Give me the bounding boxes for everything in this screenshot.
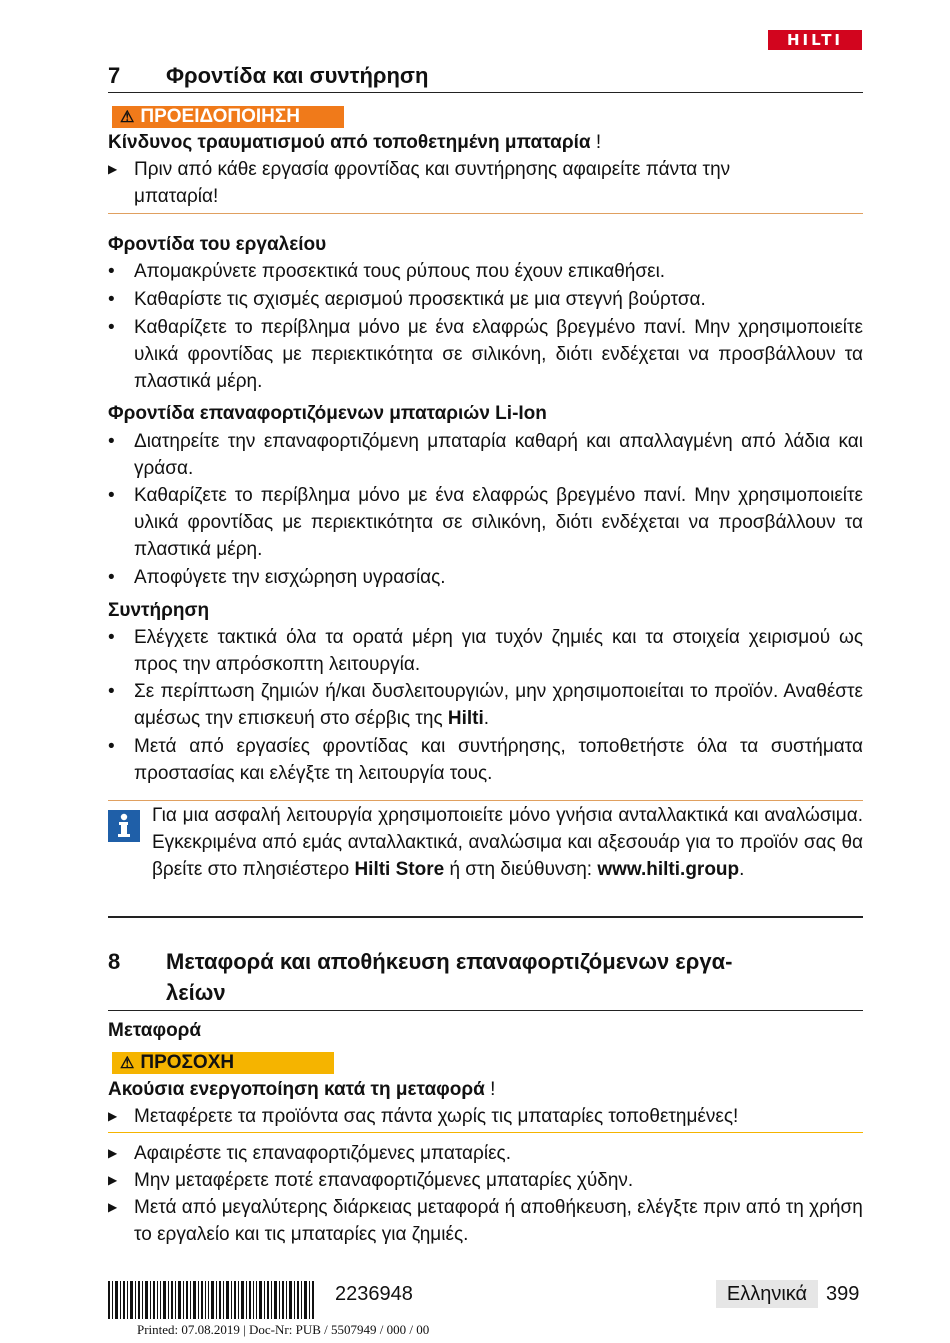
section-8-heading <box>108 946 863 1008</box>
warning-step-line1: Πριν από κάθε εργασία φροντίδας και συντήρησης αφαιρείτε πάντα την <box>134 159 731 180</box>
caution-headline <box>108 1076 863 1103</box>
bullet: • <box>108 681 115 702</box>
section-7-heading <box>108 60 863 91</box>
transport-heading: Μεταφορά <box>108 1020 202 1041</box>
bullet: • <box>108 485 115 506</box>
step-arrow-icon: ▶ <box>108 1146 118 1160</box>
section-title-line2: λείων <box>166 980 226 1005</box>
list-item-text: Καθαρίστε τις σχισμές αερισμού προσεκτικά με μια στεγνή βούρτσα. <box>134 289 706 310</box>
heading-rule <box>108 92 863 93</box>
step-arrow-icon: ▶ <box>108 1173 118 1187</box>
caution-headline-text: Ακούσια ενεργοποίηση κατά τη μεταφορά <box>108 1079 485 1100</box>
warning-triangle-icon: ⚠ <box>120 109 135 126</box>
info-icon <box>108 810 140 842</box>
list-item-text: Αποφύγετε την εισχώρηση υγρασίας. <box>134 567 446 588</box>
item-text-brand: Hilti <box>447 708 484 729</box>
bullet: • <box>108 289 115 310</box>
list-item-text: Ελέγχετε τακτικά όλα τα ορατά μέρη για τυχόν ζημιές και τα στοιχεία χειρισμού ως προς την απρόσκοπτη λειτουργία. <box>134 627 863 675</box>
page-number: 399 <box>826 1283 860 1305</box>
note-top-rule <box>108 800 863 801</box>
list-item-text: Αφαιρέστε τις επαναφορτιζόμενες μπαταρίες. <box>134 1143 511 1164</box>
list-item-text: Μετά από μεγαλύτερης διάρκειας μεταφορά ή αποθήκευση, ελέγξτε πριν από τη χρήση το εργαλείο και τις μπαταρίες για ζημιές. <box>134 1197 863 1245</box>
language-label: Ελληνικά <box>716 1280 818 1308</box>
caution-label <box>112 1052 334 1074</box>
caution-end-rule <box>108 1132 863 1133</box>
heading-rule <box>108 1010 863 1011</box>
step-arrow-icon: ▶ <box>108 162 118 176</box>
list-item-text: Μετά από εργασίες φροντίδας και συντήρησης, τοποθετήστε όλα τα συστήματα προστασίας και ελέγξτε τη λειτουργία τους. <box>134 736 863 784</box>
warning-triangle-icon: ⚠ <box>120 1055 135 1072</box>
list-item-text: Διατηρείτε την επαναφορτιζόμενη μπαταρία καθαρή και απαλλαγμένη από λάδια και γράσα. <box>134 431 863 479</box>
caution-step-text: Μεταφέρετε τα προϊόντα σας πάντα χωρίς τις μπαταρίες τοποθετημένες! <box>134 1106 739 1127</box>
warning-label-text: ΠΡΟΕΙΔΟΠΟΙΗΣΗ <box>140 106 301 127</box>
section-number: 7 <box>108 63 121 88</box>
bullet: • <box>108 317 115 338</box>
note-bottom-rule <box>108 916 863 918</box>
section-title <box>166 946 732 1008</box>
print-info: Printed: 07.08.2019 | Doc-Nr: PUB / 5507949 / 000 / 00 <box>137 1322 430 1337</box>
section-title-line1: Μεταφορά και αποθήκευση επαναφορτιζόμενων εργα- <box>166 949 733 974</box>
note-text-mid: ή στη διεύθυνση: <box>444 859 598 880</box>
list-item-text: Απομακρύνετε προσεκτικά τους ρύπους που έχουν επικαθήσει. <box>134 261 666 282</box>
step-arrow-icon: ▶ <box>108 1200 118 1214</box>
caution-label-text: ΠΡΟΣΟΧΗ <box>140 1052 235 1073</box>
item-text-pre: Σε περίπτωση ζημιών ή/και δυσλειτουργιών, μην χρησιμοποιείται το προϊόν. Αναθέστε αμέσως την επισκευή στο σέρβις της <box>134 681 863 729</box>
section-number: 8 <box>108 949 121 974</box>
warning-label <box>112 106 344 128</box>
item-text-post: . <box>483 708 490 729</box>
warning-end-rule <box>108 213 863 214</box>
list-item-text: Καθαρίζετε το περίβλημα μόνο με ένα ελαφρώς βρεγμένο πανί. Μην χρησιμοποιείτε υλικά φροντίδας με περιεκτικότητα σε σιλικόνη, διότι ενδέχεται να προσβάλλουν τα πλαστικά μέρη. <box>134 485 863 560</box>
list-item-text: Καθαρίζετε το περίβλημα μόνο με ένα ελαφρώς βρεγμένο πανί. Μην χρησιμοποιείτε υλικά φροντίδας με περιεκτικότητα σε σιλικόνη, διότι ενδέχεται να προσβάλλουν τα πλαστικά μέρη. <box>134 317 863 392</box>
list-item-text: Μην μεταφέρετε ποτέ επαναφορτιζόμενες μπαταρίες χύδην. <box>134 1170 634 1191</box>
list-item-text <box>134 678 863 732</box>
warning-headline-text: Κίνδυνος τραυματισμού από τοποθετημένη μπαταρία <box>108 132 591 153</box>
bullet: • <box>108 736 115 757</box>
bullet: • <box>108 261 115 282</box>
warning-step <box>108 156 863 210</box>
warning-headline <box>108 129 863 156</box>
maintenance-heading: Συντήρηση <box>108 600 210 621</box>
battery-care-heading: Φροντίδα επαναφορτιζόμενων μπαταριών Li-Ion <box>108 403 547 424</box>
info-note <box>152 802 863 883</box>
note-text-pre: Για μια ασφαλή λειτουργία χρησιμοποιείτε μόνο γνήσια ανταλλακτικά και αναλώσιμα. Εγκεκριμένα από εμάς ανταλλακτικά, αναλώσιμα και αξεσουάρ για το προϊόν σας θα βρείτε στο πλησιέστερο <box>152 805 863 880</box>
warning-headline-suffix: ! <box>590 132 602 153</box>
bullet: • <box>108 431 115 452</box>
note-url-link[interactable]: www.hilti.group <box>597 859 740 880</box>
note-text-post: . <box>739 859 745 880</box>
step-arrow-icon: ▶ <box>108 1109 118 1123</box>
bullet: • <box>108 627 115 648</box>
doc-code: 2236948 <box>335 1283 413 1305</box>
section-title: Φροντίδα και συντήρηση <box>166 63 429 88</box>
tool-care-heading: Φροντίδα του εργαλείου <box>108 234 327 255</box>
caution-headline-suffix: ! <box>484 1079 496 1100</box>
warning-step-line2: μπαταρία! <box>134 186 219 207</box>
note-store: Hilti Store <box>354 859 445 880</box>
hilti-logo: HILTI <box>768 30 862 50</box>
barcode-image <box>108 1281 314 1319</box>
bullet: • <box>108 567 115 588</box>
